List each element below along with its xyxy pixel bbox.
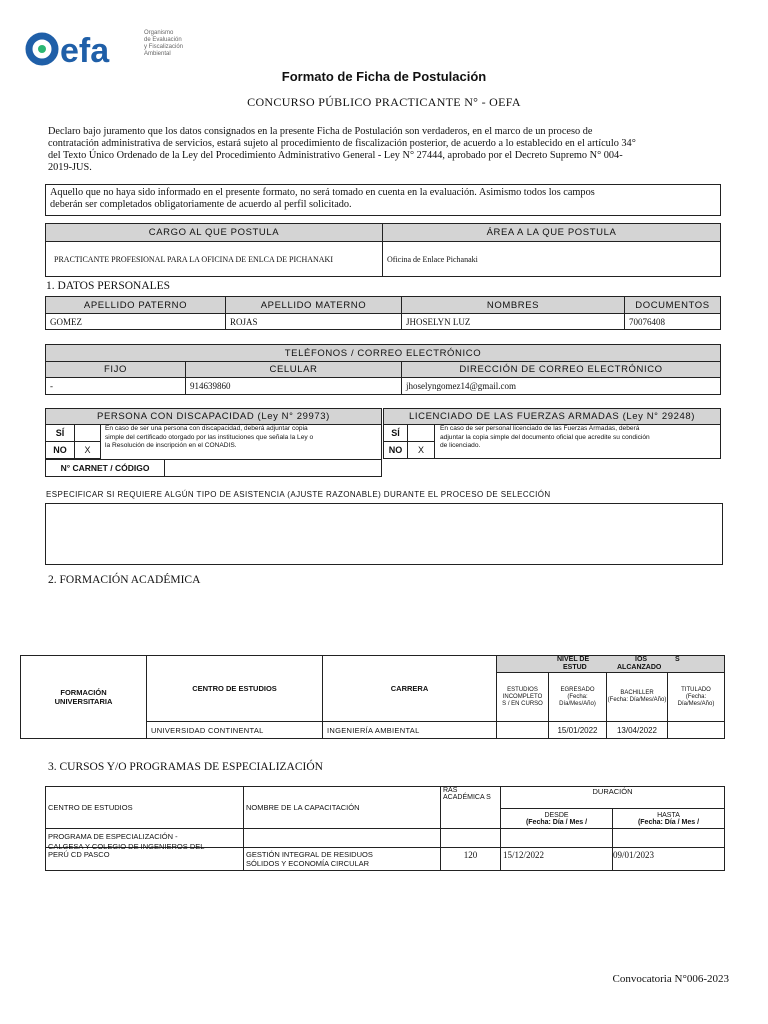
course-row1-hasta[interactable] — [612, 828, 725, 848]
carnet-label: N° CARNET / CÓDIGO — [45, 459, 165, 477]
declaration-text — [48, 126, 720, 174]
logo-org-line: de Evaluación — [144, 37, 182, 43]
area-value[interactable]: Oficina de Enlace Pichanaki — [382, 241, 721, 277]
footer-convocatoria: Convocatoria N°006-2023 — [612, 973, 729, 985]
page-subtitle: CONCURSO PÚBLICO PRACTICANTE N° - OEFA — [247, 95, 521, 109]
carrera-value[interactable]: INGENIERÍA AMBIENTAL — [322, 721, 497, 739]
egresado-label: Día/Mes/Año) — [559, 700, 596, 707]
egresado-label: EGRESADO — [560, 686, 595, 693]
licenciado-header: LICENCIADO DE LAS FUERZAS ARMADAS (Ley N° 29248) — [383, 408, 721, 425]
ff-no-label: NO — [383, 441, 408, 459]
ff-note-line: En caso de ser personal licenciado de las Fuerzas Armadas, deberá — [440, 425, 640, 432]
celular-value[interactable]: 914639860 — [185, 377, 402, 395]
course-row2-centro-line: PERÚ CD PASCO — [48, 850, 110, 859]
oefa-logo — [24, 28, 194, 70]
desde-label: DESDE — [544, 811, 569, 819]
correo-value[interactable]: jhoselyngomez14@gmail.com — [401, 377, 721, 395]
carrera-header: CARRERA — [322, 655, 497, 722]
bachiller-header — [606, 672, 668, 722]
ff-note-frame — [434, 424, 721, 459]
ff-no-checkbox[interactable]: X — [407, 441, 435, 459]
bachiller-label: (Fecha: Día/Mes/Año) — [607, 697, 667, 703]
incompleto-label: S / EN CURSO — [502, 700, 543, 707]
discapacidad-header: PERSONA CON DISCAPACIDAD (Ley N° 29973) — [45, 408, 382, 425]
assistance-label: ESPECIFICAR SI REQUIERE ALGÚN TIPO DE ASISTENCIA (AJUSTE RAZONABLE) DURANTE EL PROCESO DE SELECCIÓN — [46, 490, 551, 499]
disc-no-label: NO — [45, 441, 75, 459]
course-centro-header: CENTRO DE ESTUDIOS — [45, 786, 244, 829]
apellido-materno-value[interactable]: ROJAS — [225, 313, 402, 330]
bachiller-value[interactable]: 13/04/2022 — [606, 721, 668, 739]
documentos-header: DOCUMENTOS — [624, 296, 721, 314]
nivel-header — [496, 655, 725, 673]
section-personal-title: 1. DATOS PERSONALES — [46, 280, 171, 292]
hasta-label: (Fecha: Día / Mes / — [637, 818, 700, 826]
disc-no-checkbox[interactable]: X — [74, 441, 101, 459]
phones-title-header: TELÉFONOS / CORREO ELECTRÓNICO — [45, 344, 721, 362]
svg-text:efa: efa — [60, 32, 110, 70]
notice-line: deberán ser completados obligatoriamente de acuerdo al perfil solicitado. — [50, 199, 352, 210]
declaration-line: 2019-JUS. — [48, 162, 92, 173]
declaration-line: del Texto Único Ordenado de la Ley del Procedimiento Administrativo General - Ley N° 27444, aprobado por el Decreto Supremo N° 004- — [48, 150, 623, 161]
oefa-logo-mark-icon — [24, 28, 134, 68]
logo-org-line: y Fiscalización — [144, 44, 184, 50]
course-row2-centro[interactable] — [45, 842, 244, 871]
centro-value[interactable]: UNIVERSIDAD CONTINENTAL — [146, 721, 323, 739]
course-row2-nombre-line: SÓLIDOS Y ECONOMÍA CIRCULAR — [246, 859, 370, 868]
course-row2-hasta[interactable]: 09/01/2023 — [612, 847, 725, 871]
apellido-paterno-header: APELLIDO PATERNO — [45, 296, 226, 314]
course-nombre-header: NOMBRE DE LA CAPACITACIÓN — [243, 786, 441, 829]
titulado-label: Día/Mes/Año) — [677, 700, 715, 707]
nombres-value[interactable]: JHOSELYN LUZ — [401, 313, 625, 330]
course-row1-horas[interactable] — [440, 828, 501, 848]
fijo-value[interactable]: - — [45, 377, 186, 395]
apellido-paterno-value[interactable]: GOMEZ — [45, 313, 226, 330]
centro-estudios-header: CENTRO DE ESTUDIOS — [146, 655, 323, 722]
declaration-line: contratación administrativa de servicios, estará sujeto al procedimiento de fiscalización posterior, de acuerdo a lo establecido en el artículo 34° — [48, 138, 636, 149]
desde-label: (Fecha: Día / Mes / — [525, 818, 588, 826]
cargo-value[interactable]: PRACTICANTE PROFESIONAL PARA LA OFICINA DE ENLCA DE PICHANAKI — [45, 241, 383, 277]
nivel-label: IOS — [635, 656, 648, 663]
documentos-value[interactable]: 70076408 — [624, 313, 721, 330]
course-row2-desde[interactable]: 15/12/2022 — [500, 847, 613, 871]
disc-note-frame — [100, 424, 382, 459]
course-horas-header: RAS ACADÉMICA S — [440, 786, 501, 829]
incompleto-label: INCOMPLETO — [502, 693, 543, 700]
area-header: ÁREA A LA QUE POSTULA — [382, 223, 721, 242]
section-courses-title: 3. CURSOS Y/O PROGRAMAS DE ESPECIALIZACIÓN — [48, 761, 323, 773]
incompleto-label: ESTUDIOS — [507, 686, 538, 693]
cargo-header: CARGO AL QUE POSTULA — [45, 223, 383, 242]
ff-si-label: SÍ — [383, 424, 408, 442]
disc-si-checkbox[interactable] — [74, 424, 101, 442]
logo-org-line: Ambiental — [144, 51, 171, 57]
assistance-textarea[interactable] — [45, 503, 723, 565]
titulado-label: TITULADO — [681, 686, 711, 693]
declaration-line: Declaro bajo juramento que los datos consignados en la presente Ficha de Postulación son verdaderos, en el marco de un proceso de — [48, 126, 593, 137]
duracion-header: DURACIÓN — [500, 786, 725, 809]
notice-line: Aquello que no haya sido informado en el presente formato, no será tomado en cuenta en la evaluación. Asimismo todos los campos — [50, 187, 595, 198]
disc-note-line: simple del certificado otorgado por las instituciones que señala la Ley o — [105, 433, 314, 441]
titulado-header — [667, 672, 725, 722]
formacion-cell — [20, 655, 147, 739]
formacion-label: UNIVERSITARIA — [54, 697, 113, 706]
disc-si-label: SÍ — [45, 424, 75, 442]
ff-si-checkbox[interactable] — [407, 424, 435, 442]
section-academic-title: 2. FORMACIÓN ACADÉMICA — [48, 574, 201, 586]
disc-note-line: En caso de ser una persona con discapacidad, deberá adjuntar copia — [105, 425, 308, 432]
egresado-label: (Fecha: — [567, 693, 588, 700]
course-row2-centro-line: CALGESA Y COLEGIO DE INGENIEROS DEL — [48, 842, 205, 851]
egresado-value[interactable]: 15/01/2022 — [548, 721, 607, 739]
titulado-value[interactable] — [667, 721, 725, 739]
celular-header: CELULAR — [185, 361, 402, 378]
desde-header — [500, 808, 613, 829]
nivel-label: ESTUD — [563, 664, 587, 671]
egresado-header — [548, 672, 607, 722]
titulado-label: (Fecha: — [685, 693, 707, 700]
carnet-input[interactable] — [164, 459, 382, 477]
nivel-label: NIVEL DE — [557, 656, 590, 663]
ff-note-line: de licenciado. — [440, 442, 481, 449]
hasta-label: HASTA — [657, 811, 680, 819]
logo-org-line: Organismo — [144, 30, 174, 36]
course-row2-horas[interactable]: 120 — [440, 847, 501, 871]
course-row1-desde[interactable] — [500, 828, 613, 848]
page-title: Formato de Ficha de Postulación — [281, 69, 487, 84]
nivel-label: S — [675, 656, 680, 663]
bachiller-label: BACHILLER — [620, 690, 654, 696]
correo-header: DIRECCIÓN DE CORREO ELECTRÓNICO — [401, 361, 721, 378]
course-row2-nombre[interactable] — [243, 847, 441, 871]
incompleto-header — [496, 672, 549, 722]
course-row1-centro[interactable]: PROGRAMA DE ESPECIALIZACIÓN - — [45, 828, 244, 848]
notice-box — [45, 184, 721, 216]
nivel-label: ALCANZADO — [617, 664, 662, 671]
ff-note-line: adjuntar la copia simple del documento oficial que acredite su condición — [440, 433, 650, 441]
disc-note-line: la Resolución de inscripción en el CONADIS. — [105, 442, 237, 449]
nombres-header: NOMBRES — [401, 296, 625, 314]
hasta-header — [612, 808, 725, 829]
formacion-label: FORMACIÓN — [60, 688, 107, 697]
course-row1-nombre[interactable] — [243, 828, 441, 848]
apellido-materno-header: APELLIDO MATERNO — [225, 296, 402, 314]
incompleto-value[interactable] — [496, 721, 549, 739]
fijo-header: FIJO — [45, 361, 186, 378]
course-row2-nombre-line: GESTIÓN INTEGRAL DE RESIDUOS — [246, 850, 373, 859]
